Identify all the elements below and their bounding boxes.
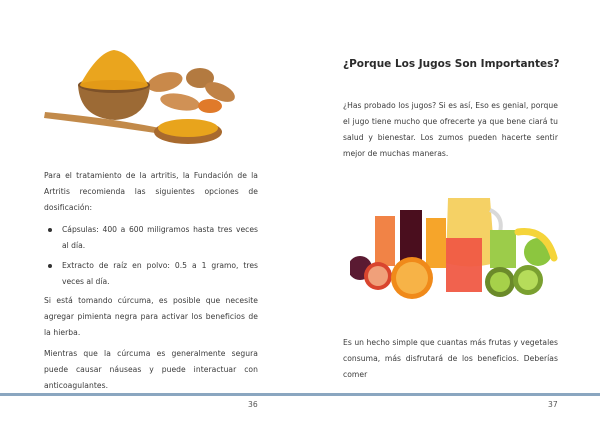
list-item: Extracto de raíz en polvo: 0.5 a 1 gramo, tres veces al día.	[44, 258, 258, 290]
list-item: Cápsulas: 400 a 600 miligramos hasta tres veces al día.	[44, 222, 258, 254]
paragraph-black-pepper: Si está tomando cúrcuma, es posible que necesite agregar pimienta negra para activar los beneficios de la hierba.	[44, 296, 258, 337]
page-number-left: 36	[248, 400, 258, 409]
right-page	[300, 0, 600, 392]
juice-image	[350, 188, 560, 303]
dosage-list	[44, 222, 258, 290]
page-heading: ¿Porque Los Jugos Son Importantes?	[343, 58, 560, 70]
paragraph-juice-intro: ¿Has probado los jugos? Si es así, Eso es genial, porque el jugo tiene mucho que ofrecerte ya que bene ciará tu salud y bienestar. Los zumos pueden hacerte sentir mejor de muchas maneras.	[343, 101, 558, 158]
footer-rule	[0, 393, 600, 396]
paragraph-more-fruits: Es un hecho simple que cuantas más frutas y vegetales consuma, más disfrutará de los beneficios. Deberías comer	[343, 338, 559, 379]
turmeric-image	[40, 40, 245, 150]
bullet-icon	[48, 228, 52, 232]
paragraph-safety: Mientras que la cúrcuma es generalmente segura puede causar náuseas y puede interactuar con anticoagulantes.	[44, 349, 258, 390]
left-page	[0, 0, 300, 392]
paragraph-dosage-intro: Para el tratamiento de la artritis, la Fundación de la Artritis recomienda las siguientes opciones de dosificación:	[44, 171, 258, 212]
bullet-icon	[48, 264, 52, 268]
page-number-right: 37	[548, 400, 558, 409]
